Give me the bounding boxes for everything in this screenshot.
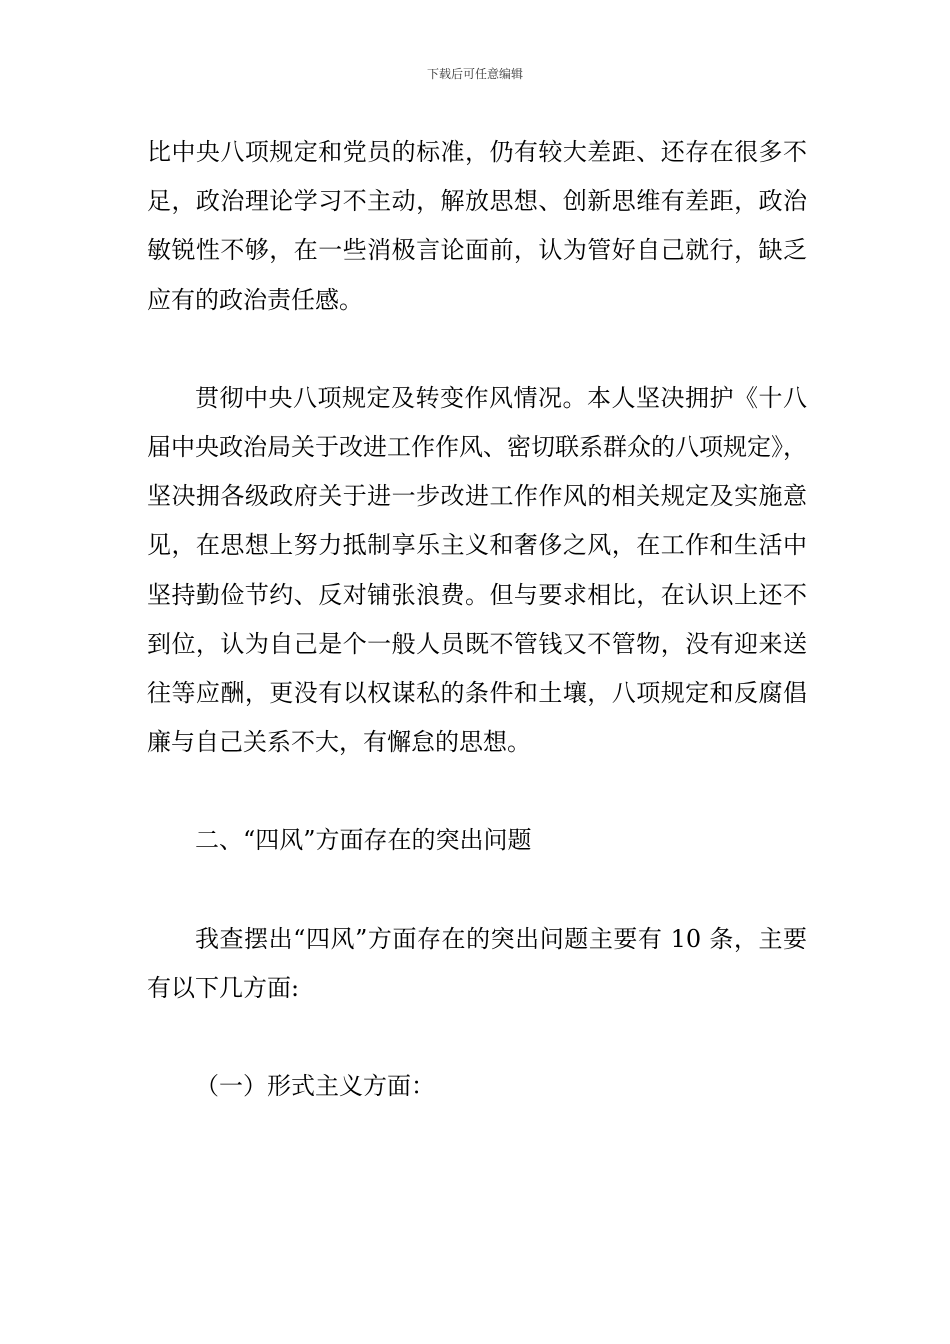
- subsection-heading-1: （一）形式主义方面：: [195, 1072, 435, 1101]
- paragraph-gap: [147, 767, 807, 816]
- paragraph-gap: [147, 1013, 807, 1062]
- paragraph-1: 比中央八项规定和党员的标准，仍有较大差距、还存在很多不足，政治理论学习不主动，解放思想、创新思维有差距，政治敏锐性不够，在一些消极言论面前，认为管好自己就行，缺乏应有的政治责任感。: [147, 138, 807, 314]
- section-heading-2: 二、“四风”方面存在的突出问题: [195, 826, 532, 855]
- document-body: [147, 128, 807, 1111]
- paragraph-3: 我查摆出“四风”方面存在的突出问题主要有 10 条，主要有以下几方面:: [147, 924, 807, 1002]
- paragraph-gap: [147, 866, 807, 915]
- paragraph-gap: [147, 325, 807, 374]
- paragraph-2: 贯彻中央八项规定及转变作风情况。本人坚决拥护《十八届中央政治局关于改进工作作风、密切联系群众的八项规定》，坚决拥各级政府关于进一步改进工作作风的相关规定及实施意见，在思想上努力抵制享乐主义和奢侈之风，在工作和生活中坚持勤俭节约、反对铺张浪费。但与要求相比，在认识上还不到位，认为自己是个一般人员既不管钱又不管物，没有迎来送往等应酬，更没有以权谋私的条件和土壤，八项规定和反腐倡廉与自己关系不大，有懈怠的思想。: [147, 383, 807, 757]
- page-header-note: 下载后可任意编辑: [426, 67, 523, 81]
